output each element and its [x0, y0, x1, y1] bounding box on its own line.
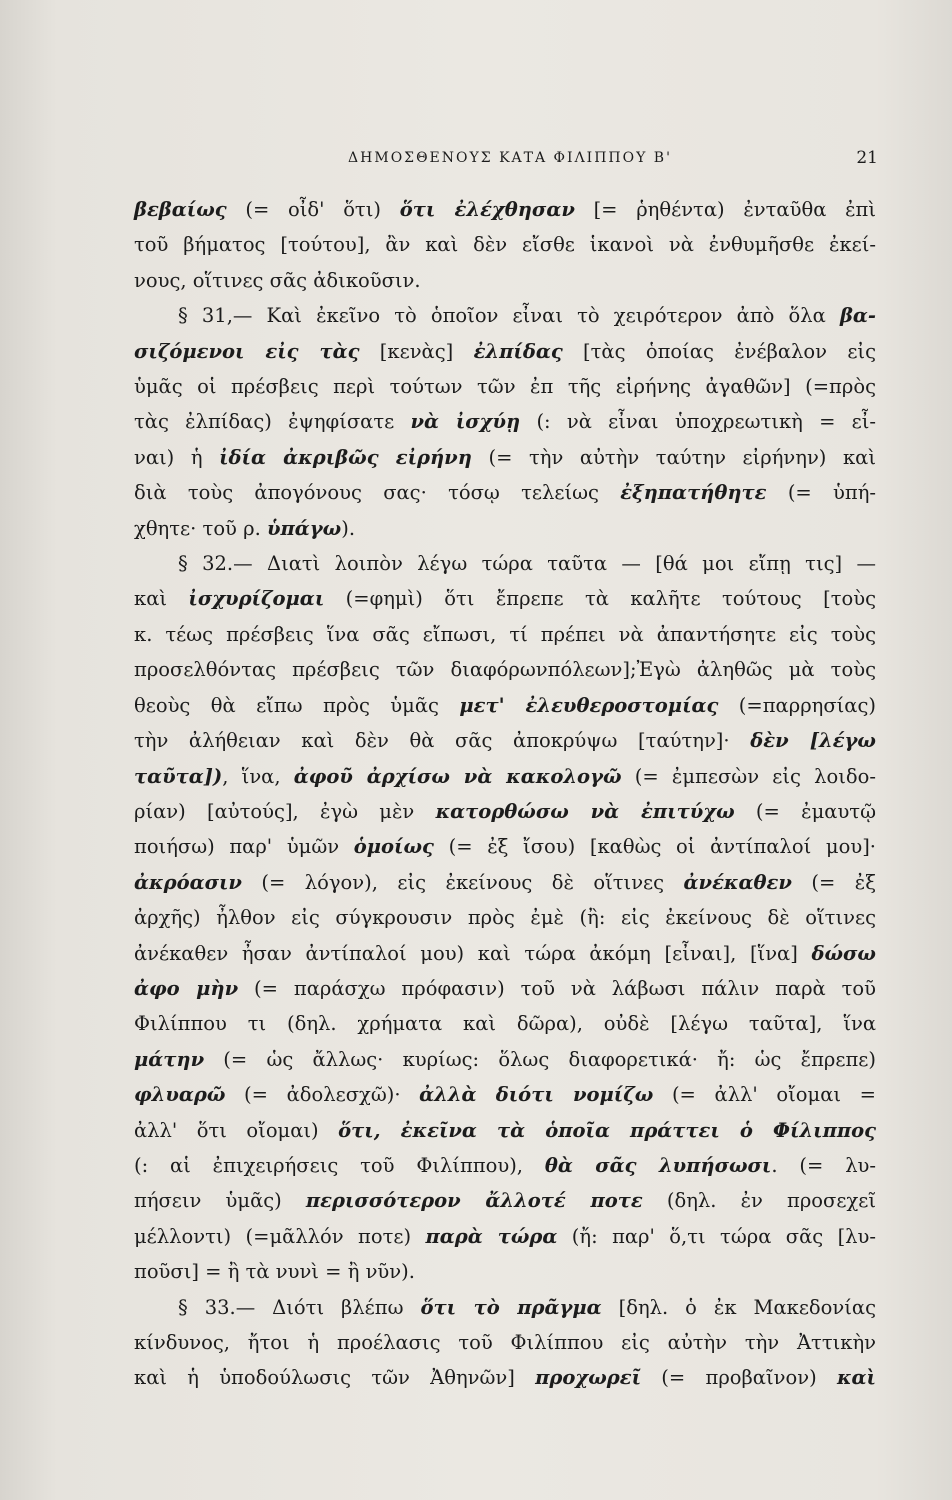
text-run: ἀνέκαθεν ἦσαν ἀντίπαλοί μου) καὶ τώρα ἀκόμη [εἶναι], [ἵνα] [134, 941, 812, 965]
bold-term: δώσω [811, 941, 876, 965]
text-run: (= ἐμπεσὼν εἰς λοιδο- [621, 764, 876, 788]
text-run: (: αἱ ἐπιχειρήσεις τοῦ Φιλίππου), [134, 1153, 545, 1177]
text-line [134, 1219, 876, 1254]
section-start-33 [134, 1290, 876, 1325]
text-line [134, 794, 876, 829]
bold-term: ὅτι ἐλέχθησαν [399, 198, 575, 221]
bold-term: προχωρεῖ [535, 1366, 642, 1390]
text-line [134, 1325, 876, 1360]
text-line [134, 440, 876, 475]
text-run: τὴν ἀλήθειαν καὶ δὲν θὰ σᾶς ἀποκρύψω [ταύτην]· [134, 729, 751, 753]
bold-term: βεβαίως [134, 198, 227, 221]
text-run: ). [341, 516, 356, 540]
bold-term: ταῦτα]) [134, 764, 223, 788]
text-run: ὑμᾶς οἱ πρέσβεις περὶ τούτων τῶν ἐπ τῆς εἰρήνης ἀγαθῶν] (=πρὸς [134, 375, 876, 399]
text-line [134, 723, 876, 758]
bold-term: δὲν [λέγω [750, 729, 876, 753]
text-run: νους, οἵτινες σᾶς ἀδικοῦσιν. [134, 268, 421, 292]
text-run: Φιλίππου τι (δηλ. χρήματα καὶ δῶρα), οὐδὲ [λέγω ταῦτα], ἵνα [134, 1012, 876, 1036]
text-line [134, 511, 876, 546]
text-line [134, 652, 876, 687]
text-line [134, 1042, 876, 1077]
text-line [134, 192, 876, 227]
text-line [134, 334, 876, 369]
text-line [134, 581, 876, 616]
bold-term: ἀκρόασιν [134, 870, 242, 894]
bold-term: παρὰ τώρα [425, 1224, 558, 1248]
text-line [134, 971, 876, 1006]
text-line [134, 900, 876, 935]
bold-term: κατορθώσω νὰ ἐπιτύχω [435, 799, 735, 823]
text-run: ποῦσι] = ἢ τὰ νυνὶ = ἢ νῦν). [134, 1260, 415, 1284]
text-run: (=παρρησίας) [718, 693, 876, 717]
text-run: (= παράσχω πρόφασιν) τοῦ νὰ λάβωσι πάλιν παρὰ τοῦ [238, 976, 876, 1000]
text-run: (= ἐξ ἴσου) [καθὼς οἱ ἀντίπαλοί μου]· [433, 835, 876, 859]
text-line [134, 865, 876, 900]
text-run: . (= λυ- [771, 1153, 876, 1177]
text-run: τὰς ἐλπίδας) ἐψηφίσατε [134, 410, 411, 434]
bold-term: νὰ ἰσχύῃ [410, 410, 521, 434]
text-run: ναι) ἡ [134, 445, 220, 469]
text-line [134, 759, 876, 794]
text-run: πήσειν ὑμᾶς) [134, 1189, 306, 1213]
text-run: (= προβαῖνον) [641, 1366, 837, 1390]
text-line [134, 1254, 876, 1289]
page-header [130, 146, 890, 176]
section-start-31 [134, 298, 876, 333]
text-run: ἀλλ' ὅτι οἴομαι) [134, 1118, 339, 1142]
bold-term: ὅτι, ἐκεῖνα τὰ ὁποῖα πράττει ὁ Φίλιππος [338, 1118, 876, 1142]
text-line [134, 227, 876, 262]
text-line [134, 617, 876, 652]
bold-term: ὁμοίως [353, 835, 434, 859]
bold-term: ἰσχυρίζομαι [188, 587, 325, 611]
bold-term: ἰδία ἀκριβῶς εἰρήνη [219, 445, 472, 469]
bold-term: ὑπάγω [266, 516, 342, 540]
bold-term: φλυαρῶ [134, 1083, 226, 1107]
text-run: θεοὺς θὰ εἴπω πρὸς ὑμᾶς [134, 693, 460, 717]
text-run: [= ῥηθέντα) ἐνταῦθα ἐπὶ [574, 198, 876, 221]
bold-term: θὰ σᾶς λυπήσωσι [544, 1153, 772, 1177]
text-line [134, 1360, 876, 1395]
text-run: καὶ ἡ ὑποδούλωσις τῶν Ἀθηνῶν] [134, 1366, 536, 1390]
running-title: ΔΗΜΟΣΘΕΝΟΥΣ ΚΑΤΑ ΦΙΛΙΠΠΟΥ Β' [348, 150, 672, 166]
text-run: τοῦ βήματος [τούτου], ἂν καὶ δὲν εἴσθε ἱκανοὶ νὰ ἐνθυμῆσθε ἐκεί- [134, 233, 876, 257]
text-run: μέλλοντι) (=μᾶλλόν ποτε) [134, 1224, 426, 1248]
text-run: § 33.— Διότι βλέπω [178, 1295, 421, 1319]
text-run: § 31,— Καὶ ἐκεῖνο τὸ ὁποῖον εἶναι τὸ χειρότερον ἀπὸ ὅλα [178, 304, 840, 328]
text-run: (= ἐξ [791, 870, 876, 894]
text-line [134, 369, 876, 404]
text-run: (= οἶδ' ὅτι) [226, 198, 400, 221]
text-run: χθητε· τοῦ ρ. [134, 516, 267, 540]
bold-term: ἐξηπατήθητε [620, 481, 767, 505]
text-line [134, 1113, 876, 1148]
text-run: § 32.— Διατὶ λοιπὸν λέγω τώρα ταῦτα — [θά μοι εἴπῃ τις] — [178, 552, 876, 576]
text-line [134, 936, 876, 971]
text-run: [τὰς ὁποίας ἐνέβαλον εἰς [562, 339, 876, 363]
text-run: κ. τέως πρέσβεις ἵνα σᾶς εἴπωσι, τί πρέπει νὰ ἀπαντήσητε εἰς τοὺς [134, 622, 876, 646]
text-line [134, 263, 876, 298]
text-run: διὰ τοὺς ἀπογόνους σας· τόσῳ τελείως [134, 481, 621, 505]
section-start-32 [134, 546, 876, 581]
bold-term: μάτην [134, 1047, 205, 1071]
text-run: , ἵνα, [222, 764, 294, 788]
text-run: προσελθόντας πρέσβεις τῶν διαφόρωνπόλεων];Ἐγὼ ἀληθῶς μὰ τοὺς [134, 658, 876, 682]
text-run: (δηλ. ἐν προσεχεῖ [642, 1189, 877, 1213]
bold-term: περισσότερον ἄλλοτέ ποτε [305, 1189, 643, 1213]
bold-term: ἀφο μὴν [134, 976, 239, 1000]
text-run: (= ὡς ἄλλως· κυρίως: ὅλως διαφορετικά· ἤ: ὡς ἔπρεπε) [204, 1047, 876, 1071]
text-line [134, 1006, 876, 1041]
text-run: (= λόγον), εἰς ἐκείνους δὲ οἵτινες [241, 870, 684, 894]
text-run: (= τὴν αὐτὴν ταύτην εἰρήνην) καὶ [471, 445, 876, 469]
text-line [134, 688, 876, 723]
text-run: (= ἀδολεσχῶ)· [225, 1083, 420, 1107]
text-line [134, 829, 876, 864]
bold-term: μετ' ἐλευθεροστομίας [459, 693, 719, 717]
text-run: (: νὰ εἶναι ὑποχρεωτικὴ = εἶ- [520, 410, 877, 434]
text-line [134, 1148, 876, 1183]
text-run: ποιήσω) παρ' ὑμῶν [134, 835, 354, 859]
text-run: κίνδυνος, ἤτοι ἡ προέλασις τοῦ Φιλίππου εἰς αὐτὴν τὴν Ἀττικὴν [134, 1331, 876, 1354]
text-run: ἀρχῆς) ἦλθον εἰς σύγκρουσιν πρὸς ἐμὲ (ἢ: εἰς ἐκείνους δὲ οἵτινες [134, 906, 876, 930]
text-run: καὶ [134, 587, 189, 611]
text-run: (= ἐμαυτῷ [734, 799, 876, 823]
bold-term: ἀφοῦ ἀρχίσω νὰ κακολογῶ [293, 764, 622, 788]
page-number: 21 [856, 148, 878, 168]
text-line [134, 475, 876, 510]
text-run: (= ἀλλ' οἴομαι = [653, 1083, 876, 1107]
bold-term: ἀνέκαθεν [683, 870, 792, 894]
bold-term: ὅτι τὸ πρᾶγμα [420, 1295, 602, 1319]
text-line [134, 404, 876, 439]
text-run: (= ὑπή- [766, 481, 876, 505]
body-text [134, 192, 876, 1396]
bold-term: καὶ [836, 1366, 876, 1390]
text-run: [δηλ. ὁ ἐκ Μακεδονίας [601, 1295, 876, 1319]
bold-term: ἐλπίδας [473, 339, 563, 363]
text-run: (=φημὶ) ὅτι ἔπρεπε τὰ καλῆτε τούτους [τοὺς [324, 587, 876, 611]
text-run: (ἤ: παρ' ὅ,τι τώρα σᾶς [λυ- [557, 1224, 876, 1248]
bold-term: βα- [839, 304, 876, 328]
text-line [134, 1077, 876, 1112]
text-run: [κενὰς] [359, 339, 474, 363]
bold-term: σιζόμενοι εἰς τὰς [134, 339, 360, 363]
text-run: ρίαν) [αὐτούς], ἐγὼ μὲν [134, 799, 436, 823]
bold-term: ἀλλὰ διότι νομίζω [419, 1083, 654, 1107]
text-line [134, 1183, 876, 1218]
